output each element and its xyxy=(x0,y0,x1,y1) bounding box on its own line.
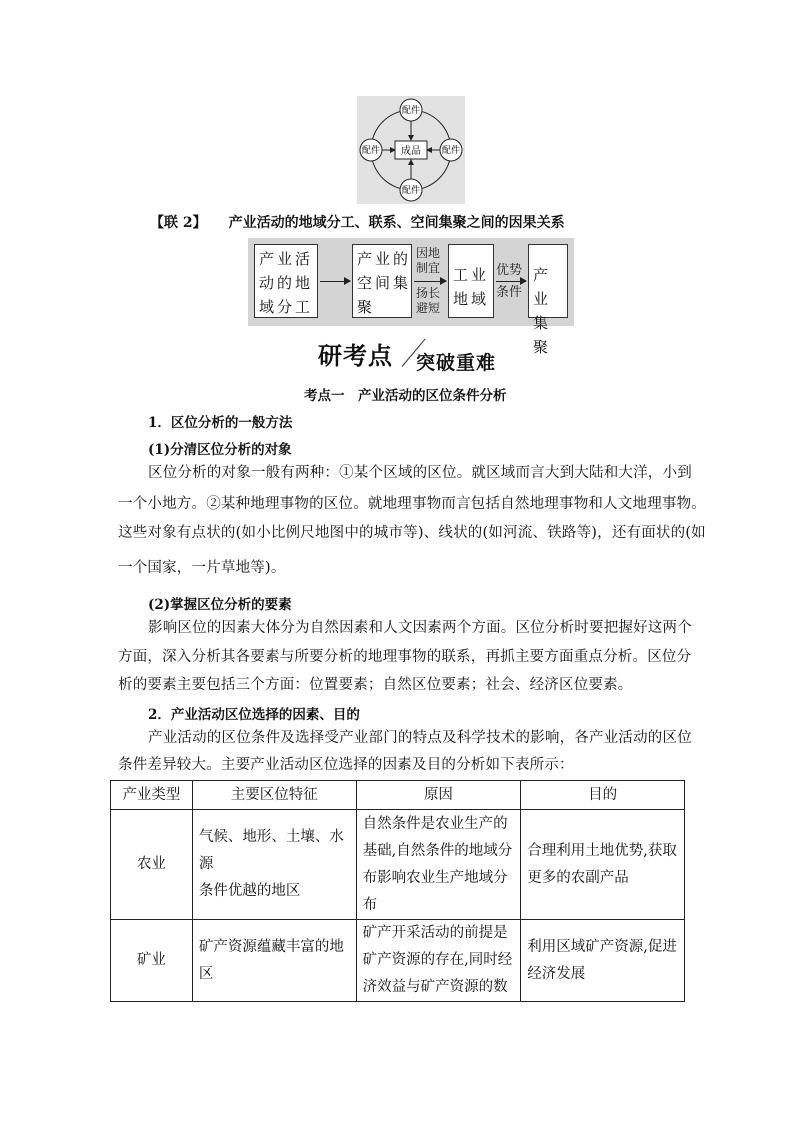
flow-label1-line: 制宜 xyxy=(416,261,441,275)
flow-label2-line: 优势 xyxy=(496,263,523,278)
flow-arrow-2 xyxy=(414,281,446,282)
reason-line: 基础,自然条件的地域分 xyxy=(362,842,513,859)
s1-p1-line: 区位分析的对象一般有两种：①某个区域的区位。就区域而言大到大陆和大洋，小到 xyxy=(148,465,692,481)
flow-label1-line: 因地 xyxy=(416,246,441,260)
banner-sub: 突破重难 xyxy=(416,352,497,374)
industry-type-cell: 矿业 xyxy=(111,920,193,1002)
s1-p2-line: 析的要素主要包括三个方面：位置要素；自然区位要素；社会、经济区位要素。 xyxy=(118,677,633,693)
flow-box-spatial-agglomeration xyxy=(352,244,412,318)
table-row xyxy=(111,920,685,1002)
reason-line: 自然条件是农业生产的 xyxy=(362,815,508,832)
feature-line: 区 xyxy=(198,965,214,982)
parts-cycle-svg xyxy=(357,96,465,204)
table-header-row xyxy=(111,781,685,810)
s1-heading: 1．区位分析的一般方法 xyxy=(148,415,293,431)
table-header: 原因 xyxy=(356,781,521,810)
flow-arrow-3 xyxy=(496,281,526,282)
s1-p1-line: 一个小地方。②某种地理事物的区位。就地理事物而言包括自然地理事物和人文地理事物。 xyxy=(118,496,706,512)
flow-box3-line: 地域 xyxy=(453,290,490,308)
reason-line: 矿产开采活动的前提是 xyxy=(362,925,508,941)
location-table xyxy=(110,780,685,1002)
reason-line: 布影响农业生产地域分 xyxy=(362,869,508,886)
reason-line: 矿产资源的存在,同时经 xyxy=(362,952,513,968)
reason-cell xyxy=(356,920,521,1002)
table-header: 主要区位特征 xyxy=(192,781,356,810)
s2-p-line: 条件差异较大。主要产业活动区位选择的因素及目的分析如下表所示： xyxy=(118,757,574,773)
goal-line: 合理利用土地优势,获取 xyxy=(527,842,677,859)
link2-tag: 【联 2】 xyxy=(150,215,207,231)
feature-cell xyxy=(192,810,356,920)
flow-label2-line: 条件 xyxy=(496,285,523,300)
flow-label-adapt xyxy=(416,246,444,276)
table-row xyxy=(111,810,685,920)
flow-box-division xyxy=(254,244,318,318)
table-header: 目的 xyxy=(521,781,685,810)
feature-cell xyxy=(192,920,356,1002)
industry-type-cell: 农业 xyxy=(111,810,193,920)
s2-p-line: 产业活动的区位条件及选择受产业部门的特点及科学技术的影响，各产业活动的区位 xyxy=(148,730,692,746)
flow-box1-line: 产业活 xyxy=(259,250,314,268)
flow-box1-line: 域分工 xyxy=(259,298,314,316)
goal-cell xyxy=(521,810,685,920)
goal-cell xyxy=(521,920,685,1002)
s1-sub1: (1)分清区位分析的对象 xyxy=(148,442,292,458)
parts-cycle-diagram xyxy=(357,96,465,204)
s1-p1-line: 一个国家，一片草地等)。 xyxy=(118,560,286,576)
link2-title: 产业活动的地域分工、联系、空间集聚之间的因果关系 xyxy=(228,215,565,231)
goal-line: 利用区域矿产资源,促进 xyxy=(527,938,677,955)
point-title: 考点一 产业活动的区位条件分析 xyxy=(304,388,507,404)
flow-arrow-1 xyxy=(320,281,350,282)
s1-p2-line: 方面，深入分析其各要素与所要分析的地理事物的联系，再抓主要方面重点分析。区位分 xyxy=(118,649,692,665)
goal-line: 更多的农副产品 xyxy=(527,869,629,886)
banner-main: 研考点 xyxy=(318,342,393,370)
center-label: 成品 xyxy=(401,146,421,157)
flow-box4-line: 产业 xyxy=(533,266,552,308)
s2-heading: 2．产业活动区位选择的因素、目的 xyxy=(148,707,360,723)
feature-line: 条件优越的地区 xyxy=(198,883,301,899)
flow-box4-line: 集聚 xyxy=(533,314,552,356)
feature-line: 气候、地形、土壤、水源 xyxy=(198,829,344,872)
flow-label1-line: 扬长 xyxy=(416,286,441,300)
flow-label1-line: 避短 xyxy=(416,301,441,315)
s1-p2-line: 影响区位的因素大体分为自然因素和人文因素两个方面。区位分析时要把握好这两个 xyxy=(148,620,692,636)
flow-label-strength xyxy=(416,286,444,316)
link2-line xyxy=(150,212,565,232)
flow-box2-line: 空间集 xyxy=(357,274,412,292)
reason-cell xyxy=(356,810,521,920)
flow-box1-line: 动的地 xyxy=(259,274,314,292)
table-header: 产业类型 xyxy=(111,781,193,810)
node-left-label: 配件 xyxy=(361,146,381,156)
flow-box2-line: 聚 xyxy=(357,298,376,316)
s1-p1-line: 这些对象有点状的(如小比例尺地图中的城市等)、线状的(如河流、铁路等)，还有面状的(如 xyxy=(118,525,706,541)
s1-sub2: (2)掌握区位分析的要素 xyxy=(148,597,292,613)
node-right-label: 配件 xyxy=(441,146,461,156)
flow-box-industrial-region xyxy=(448,244,494,318)
feature-line: 矿产资源蕴藏丰富的地 xyxy=(198,938,344,955)
section-banner xyxy=(318,336,518,374)
flow-box3-line: 工业 xyxy=(453,266,490,284)
flow-box2-line: 产业的 xyxy=(357,250,412,268)
node-bottom-label: 配件 xyxy=(401,186,421,196)
reason-line: 济效益与矿产资源的数 xyxy=(362,979,508,995)
node-top-label: 配件 xyxy=(401,106,421,116)
flow-box-agglomeration xyxy=(528,244,568,356)
goal-line: 经济发展 xyxy=(527,965,586,982)
reason-line: 布 xyxy=(362,896,378,913)
